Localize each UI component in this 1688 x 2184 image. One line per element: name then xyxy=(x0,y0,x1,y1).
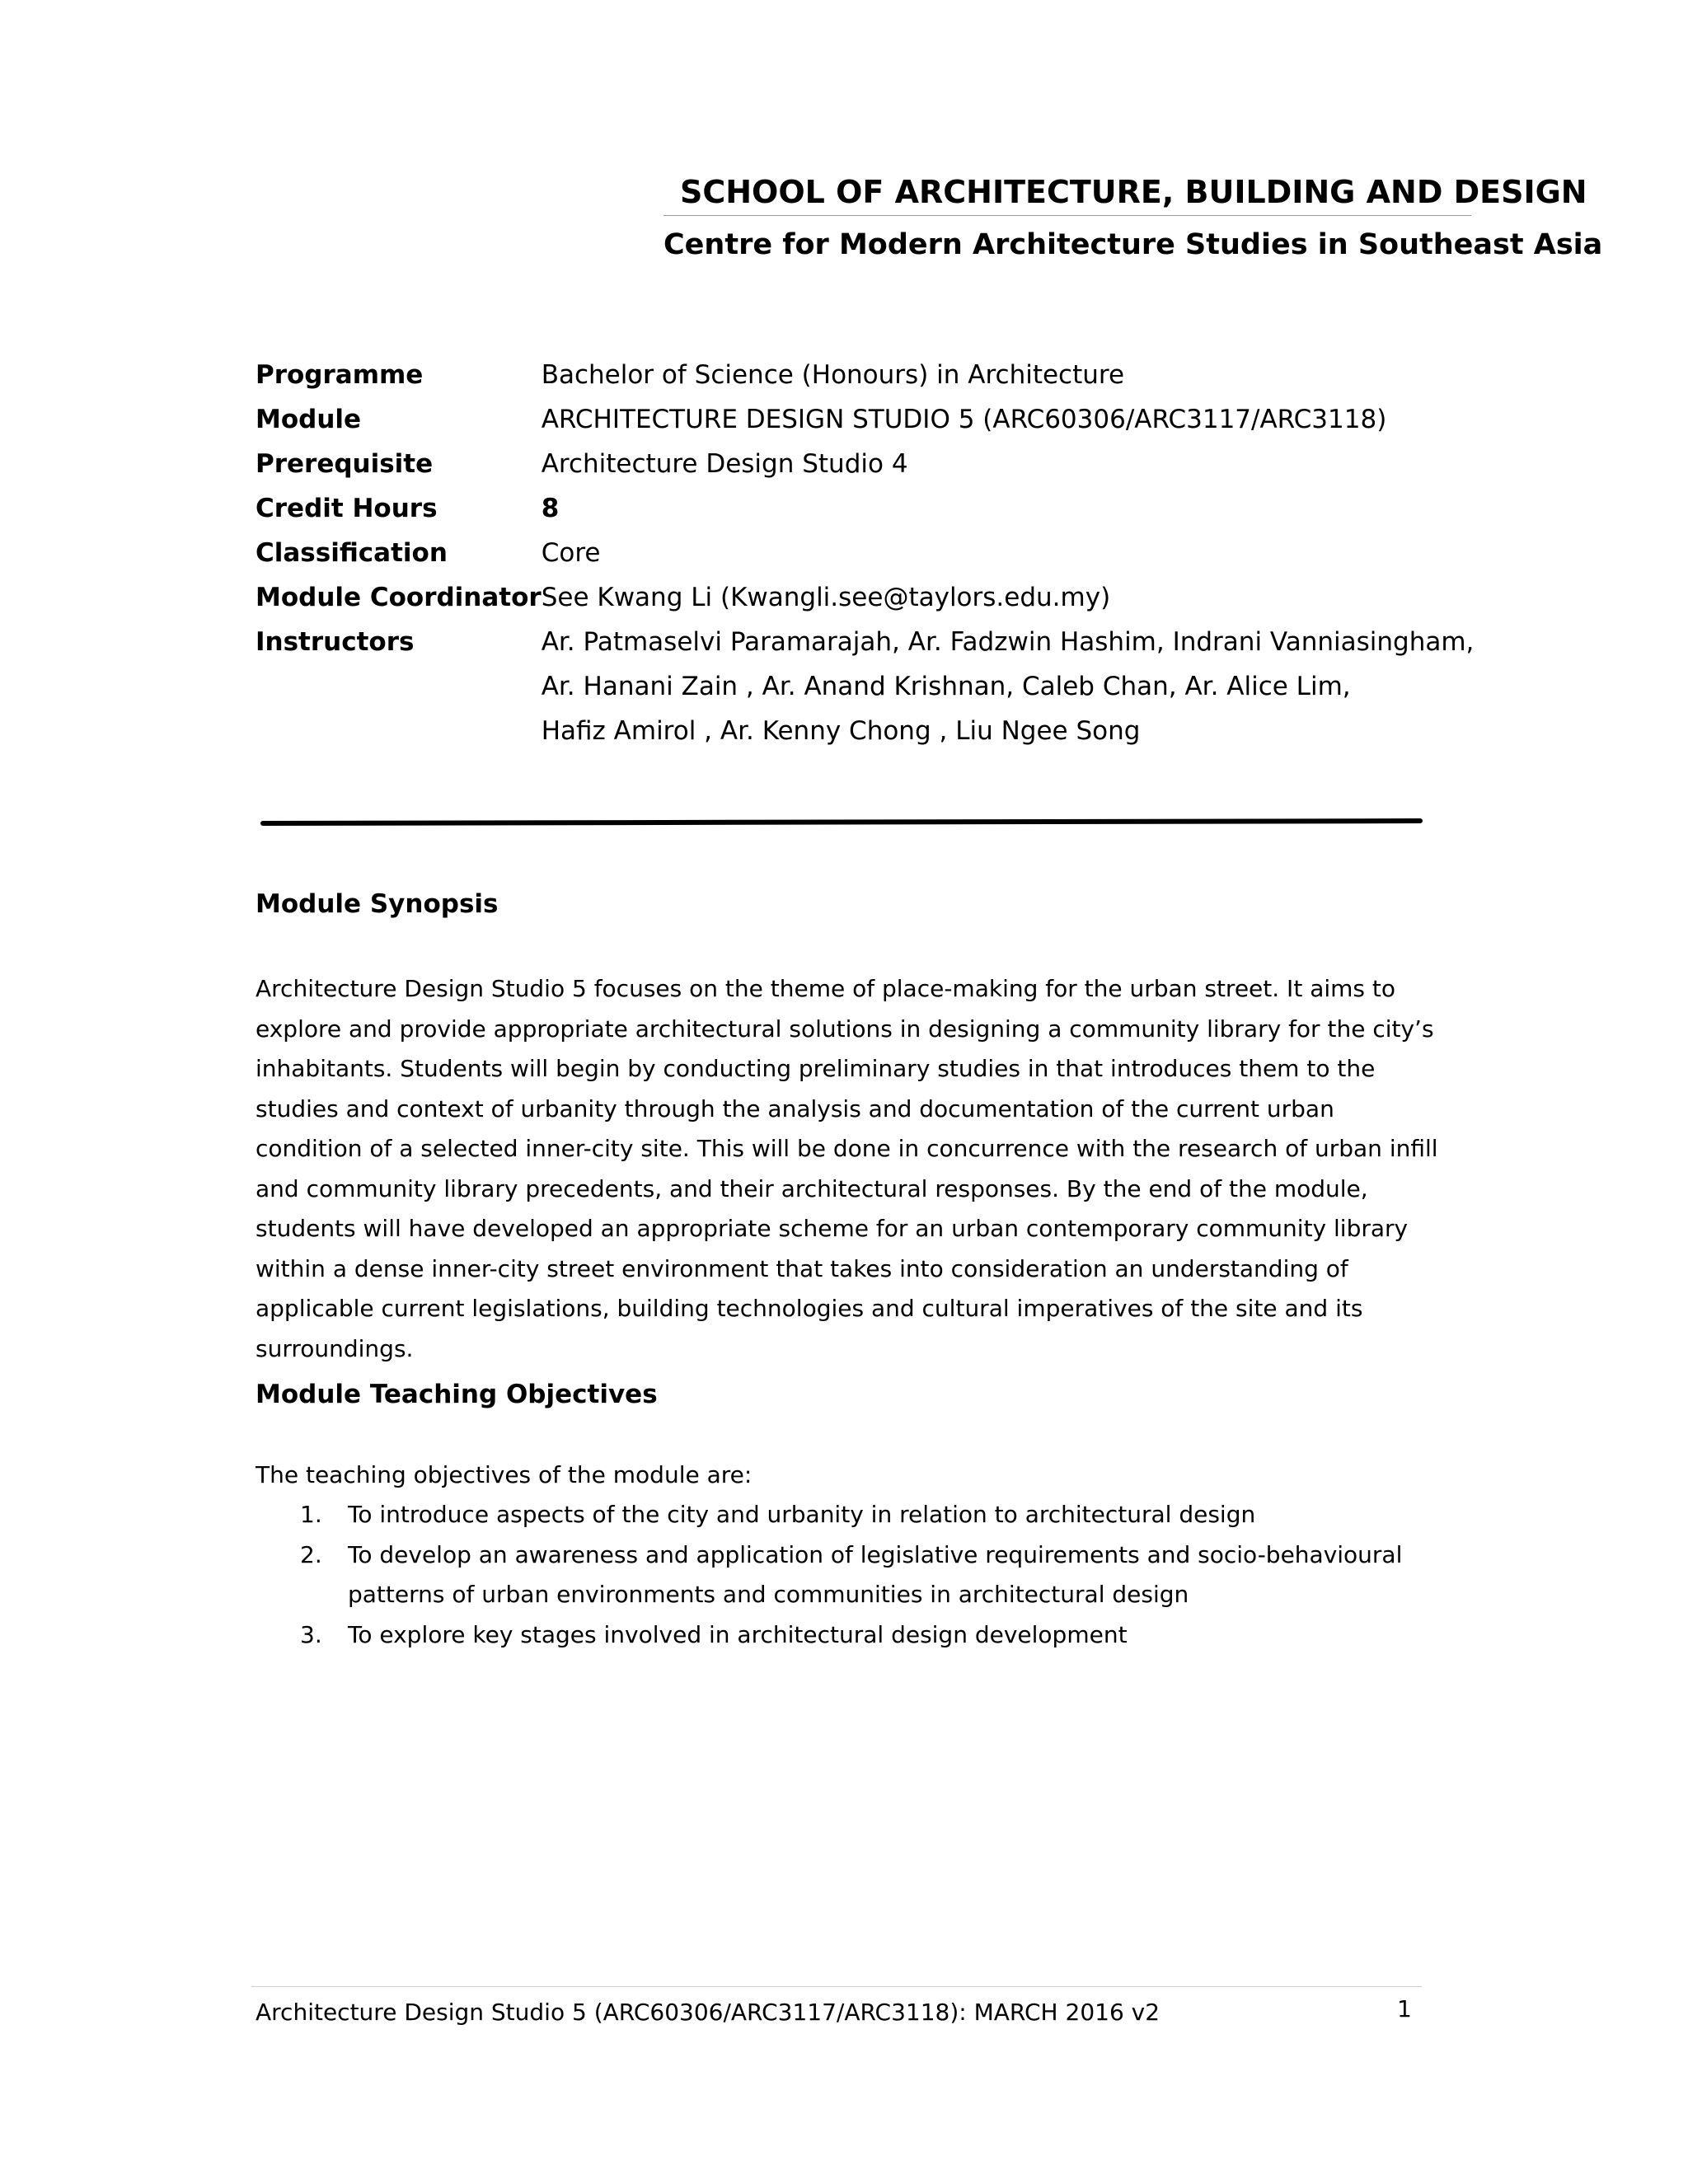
programme-label: Programme xyxy=(256,360,424,390)
info-row-module xyxy=(256,397,1474,442)
instructors-label: Instructors xyxy=(256,627,415,657)
synopsis-heading: Module Synopsis xyxy=(256,889,499,919)
objectives-list xyxy=(256,1495,1442,1655)
instructors-line: Ar. Patmaselvi Paramarajah, Ar. Fadzwin Hashim, Indrani Vanniasingham, xyxy=(541,627,1475,657)
credit-hours-label: Credit Hours xyxy=(256,494,438,523)
footer-text: Architecture Design Studio 5 (ARC60306/ARC3117/ARC3118): MARCH 2016 v2 xyxy=(256,1999,1160,2026)
coordinator-label: Module Coordinator xyxy=(256,583,542,612)
info-row-credit-hours xyxy=(256,486,1474,531)
info-row-coordinator xyxy=(256,575,1474,620)
objective-text: To develop an awareness and application of legislative requirements and socio-behavioural patterns of urban environments and communities in architectural design xyxy=(348,1540,1403,1608)
centre-title: Centre for Modern Architecture Studies in Southeast Asia xyxy=(663,228,1603,261)
objective-number: 1. xyxy=(300,1501,322,1528)
info-row-classification xyxy=(256,531,1474,575)
page-number: 1 xyxy=(1397,1995,1412,2022)
objective-number: 2. xyxy=(300,1540,322,1568)
objective-number: 3. xyxy=(300,1620,322,1648)
module-info-table xyxy=(256,353,1474,753)
info-row-instructors xyxy=(256,620,1474,753)
prerequisite-label: Prerequisite xyxy=(256,449,434,479)
objective-item xyxy=(256,1535,1442,1615)
objectives-heading: Module Teaching Objectives xyxy=(256,1380,658,1409)
footer-rule xyxy=(251,1986,1422,1987)
coordinator-value: See Kwang Li (Kwangli.see@taylors.edu.my) xyxy=(541,583,1111,612)
instructors-value xyxy=(542,620,1475,753)
objective-item xyxy=(256,1495,1442,1535)
programme-value: Bachelor of Science (Honours) in Architecture xyxy=(541,360,1125,390)
instructors-line: Ar. Hanani Zain , Ar. Anand Krishnan, Caleb Chan, Ar. Alice Lim, xyxy=(541,672,1351,701)
section-divider xyxy=(260,818,1423,826)
module-value: ARCHITECTURE DESIGN STUDIO 5 (ARC60306/ARC3117/ARC3118) xyxy=(541,405,1387,434)
module-label: Module xyxy=(256,405,362,434)
objective-item xyxy=(256,1615,1442,1656)
instructors-line: Hafiz Amirol , Ar. Kenny Chong , Liu Ngee Song xyxy=(541,716,1141,746)
synopsis-paragraph: Architecture Design Studio 5 focuses on the theme of place-making for the urban street. It aims to explore and provide appropriate architectural solutions in designing a community library for the city’s inhabitants. Students will begin by conducting preliminary studies in that introduces them to the studies and context of urbanity through the analysis and documentation of the current urban condition of a selected inner-city site. This will be done in concurrence with the research of urban infill and community library precedents, and their architectural responses. By the end of the module, students will have developed an appropriate scheme for an urban contemporary community library within a dense inner-city street environment that takes into consideration an understanding of applicable current legislations, building technologies and cultural imperatives of the site and its surroundings. xyxy=(256,975,1438,1362)
credit-hours-value: 8 xyxy=(541,494,560,523)
objective-text: To introduce aspects of the city and urbanity in relation to architectural design xyxy=(348,1501,1256,1528)
prerequisite-value: Architecture Design Studio 4 xyxy=(541,449,908,479)
info-row-prerequisite xyxy=(256,442,1474,486)
objective-text: To explore key stages involved in architectural design development xyxy=(348,1620,1128,1648)
info-row-programme xyxy=(256,353,1474,397)
page-header xyxy=(663,169,1603,265)
objectives-intro: The teaching objectives of the module are: xyxy=(256,1461,753,1488)
classification-label: Classification xyxy=(256,538,448,568)
classification-value: Core xyxy=(541,538,601,568)
school-title: SCHOOL OF ARCHITECTURE, BUILDING AND DESIGN xyxy=(663,169,1471,216)
